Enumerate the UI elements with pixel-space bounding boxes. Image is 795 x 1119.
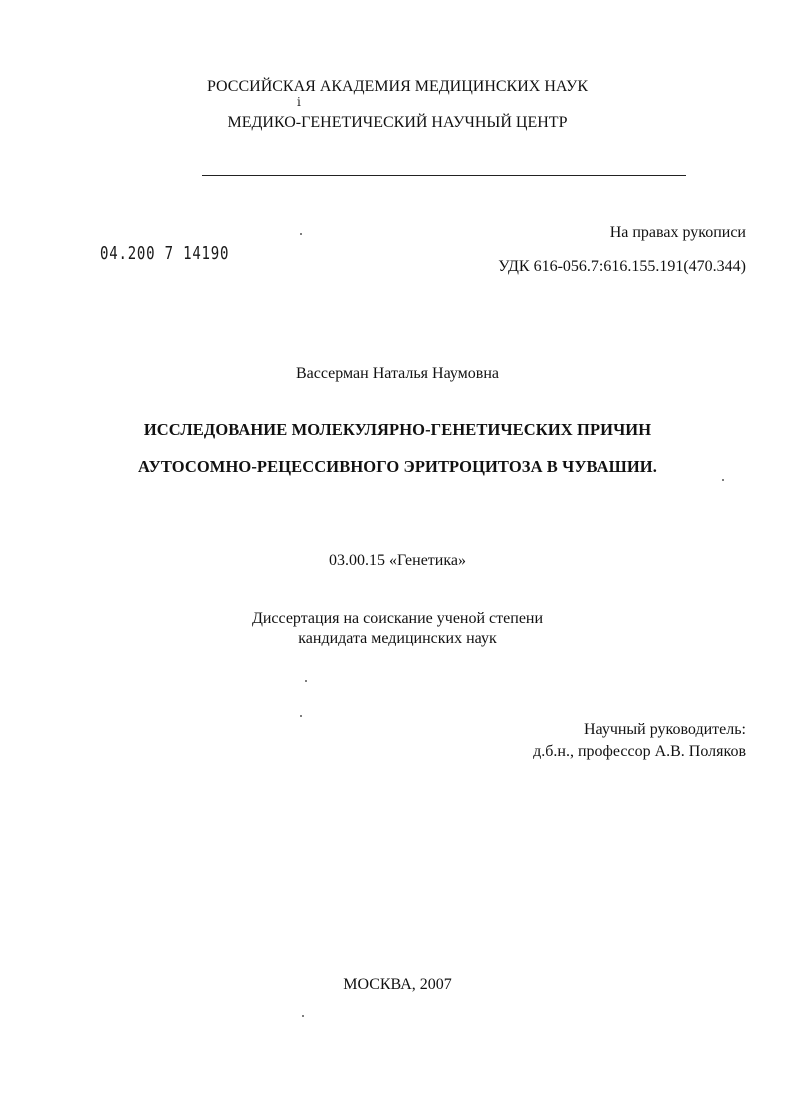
scan-speck (300, 715, 302, 717)
scan-mark: ⅰ (297, 95, 301, 109)
organization-subdivision: МЕДИКО-ГЕНЕТИЧЕСКИЙ НАУЧНЫЙ ЦЕНТР (227, 114, 568, 131)
supervisor-block (533, 719, 746, 763)
archive-stamp-number: 04.200 7 14190 (100, 243, 230, 264)
specialty-code: 03.00.15 «Генетика» (329, 552, 466, 569)
header-divider (202, 175, 686, 176)
scan-speck (302, 1015, 304, 1017)
supervisor-name: д.б.н., профессор А.В. Поляков (533, 743, 746, 760)
manuscript-note: На правах рукописи (609, 224, 746, 241)
degree-line-2: кандидата медицинских наук (298, 630, 497, 647)
dissertation-title-line-2: АУТОСОМНО-РЕЦЕССИВНОГО ЭРИТРОЦИТОЗА В ЧУВАШИИ. (138, 457, 657, 476)
udc-code: УДК 616-056.7:616.155.191(470.344) (498, 258, 746, 275)
organization-name: РОССИЙСКАЯ АКАДЕМИЯ МЕДИЦИНСКИХ НАУК (206, 78, 589, 95)
author-name: Вассерман Наталья Наумовна (296, 365, 499, 382)
scan-speck (305, 680, 307, 682)
dissertation-title-line-1: ИССЛЕДОВАНИЕ МОЛЕКУЛЯРНО-ГЕНЕТИЧЕСКИХ ПРИЧИН (143, 420, 652, 439)
place-and-year: МОСКВА, 2007 (343, 976, 452, 993)
degree-line-1: Диссертация на соискание ученой степени (251, 610, 544, 627)
scan-speck (300, 233, 302, 235)
rights-block (498, 222, 746, 278)
scan-speck (722, 479, 724, 481)
supervisor-label: Научный руководитель: (583, 721, 746, 738)
